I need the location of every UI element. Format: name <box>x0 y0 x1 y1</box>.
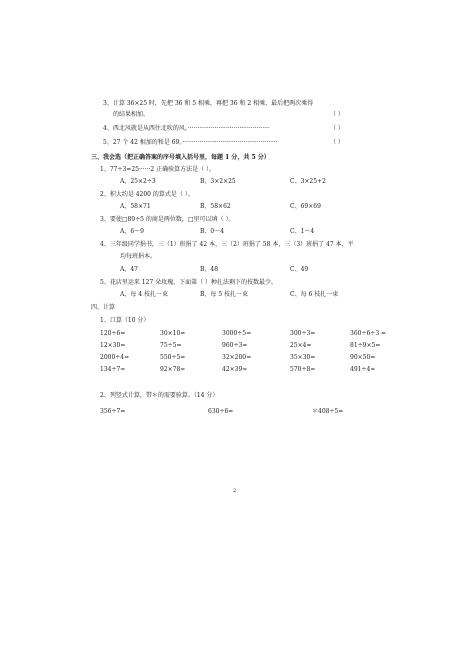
calc-cell-r3-c2: 42×39≈ <box>222 366 248 373</box>
calc-cell-r1-c0: 12×30= <box>100 342 126 349</box>
calc-cell-r3-c3: 570÷8≈ <box>290 366 316 373</box>
calc-vertical-2: 630÷6= <box>208 408 234 415</box>
calc-cell-r3-c1: 92×78≈ <box>160 366 186 373</box>
choose-q5-option-c: C、每 6 枝扎一束 <box>290 291 339 298</box>
choose-q3: 3、要使□89÷5 的商是两位数，□里可以填（ ）。 <box>100 216 235 223</box>
choose-q2-option-c: C、69×69 <box>290 203 321 210</box>
judge-q3-paren: （ ） <box>330 111 344 118</box>
calc-cell-r3-c4: 491÷4≈ <box>350 366 376 373</box>
calc-vertical-3: ＊408÷5= <box>312 408 344 415</box>
calc-cell-r0-c2: 3000÷5= <box>222 330 252 337</box>
choose-q5: 5、花店里运来 127 朵玫瑰，下面第（ ）种扎法剩下的枝数最少。 <box>100 279 277 286</box>
calc-vertical-1: 356÷7= <box>100 408 126 415</box>
choose-q3-option-b: B、0～4 <box>200 228 225 235</box>
calc-cell-r1-c4: 81÷9×5= <box>350 342 381 349</box>
judge-q3-line1: 3、计算 36×25 时，先把 36 和 5 相乘，再把 36 和 2 相乘，最后把两次乘得 <box>103 100 314 107</box>
choose-q3-option-a: A、6～9 <box>120 228 144 235</box>
choose-q4-option-b: B、48 <box>200 266 219 273</box>
choose-q1: 1、77÷3=25······2 正确验算方法是（ ）。 <box>100 166 216 173</box>
choose-q1-option-b: B、3×2×25 <box>200 178 236 185</box>
choose-q4-line2: 均每班捐本。 <box>120 253 157 260</box>
choose-q3-option-c: C、1～4 <box>290 228 315 235</box>
choose-q5-option-a: A、每 4 枝扎一束 <box>120 291 168 298</box>
judge-q5: 5、27 个 42 相加的和是 69。·················································· <box>103 139 278 146</box>
choose-q4-line1: 4、三年级同学捐书，三（1）班捐了 42 本，三（2）班捐了 58 本，三（3）班捐了 47 本，平 <box>100 241 354 248</box>
judge-q4-paren: （ ） <box>330 125 344 132</box>
calc-cell-r2-c3: 35×30= <box>290 354 316 361</box>
choose-q4-option-a: A、47 <box>120 266 138 273</box>
judge-q4: 4、西北风就是从西往北吹的风。··········································· <box>103 125 270 132</box>
calc-cell-r1-c1: 75÷5= <box>160 342 182 349</box>
judge-q5-paren: （ ） <box>330 139 344 146</box>
calc-cell-r1-c3: 25×4= <box>290 342 312 349</box>
calc-cell-r2-c4: 90×50= <box>350 354 376 361</box>
calc-cell-r0-c3: 300÷3= <box>290 330 316 337</box>
choose-q5-option-b: B、每 5 枝扎一束 <box>200 291 249 298</box>
choose-q1-option-a: A、25×2÷3 <box>120 178 156 185</box>
calc-vertical-heading: 2、列竖式计算，带＊的需要验算。（14 分） <box>100 392 219 399</box>
calc-cell-r0-c0: 120÷6= <box>100 330 126 337</box>
choose-q2: 2、积大约是 4200 的算式是（ ）。 <box>100 191 194 198</box>
calc-cell-r0-c1: 30×10= <box>160 330 186 337</box>
calc-cell-r3-c0: 134÷7≈ <box>100 366 126 373</box>
choose-heading: 三、我会选（把正确答案的序号填入括号里，每题 1 分，共 5 分） <box>91 154 270 161</box>
calc-oral-heading: 1、口算（10 分） <box>100 317 150 324</box>
judge-q3-line2: 的结果相加。 <box>113 111 150 118</box>
calc-cell-r0-c4: 360÷6÷3 = <box>350 330 387 337</box>
calc-cell-r2-c2: 32×200= <box>222 354 252 361</box>
calc-cell-r1-c2: 960÷3= <box>222 342 248 349</box>
choose-q2-option-a: A、58×71 <box>120 203 151 210</box>
calc-heading: 四、计算 <box>91 304 116 311</box>
calc-cell-r2-c0: 2000÷4= <box>100 354 130 361</box>
choose-q4-option-c: C、49 <box>290 266 309 273</box>
page-number: 2 <box>233 488 237 494</box>
choose-q1-option-c: C、3×25+2 <box>290 178 326 185</box>
calc-cell-r2-c1: 550÷5= <box>160 354 186 361</box>
choose-q2-option-b: B、58×62 <box>200 203 231 210</box>
